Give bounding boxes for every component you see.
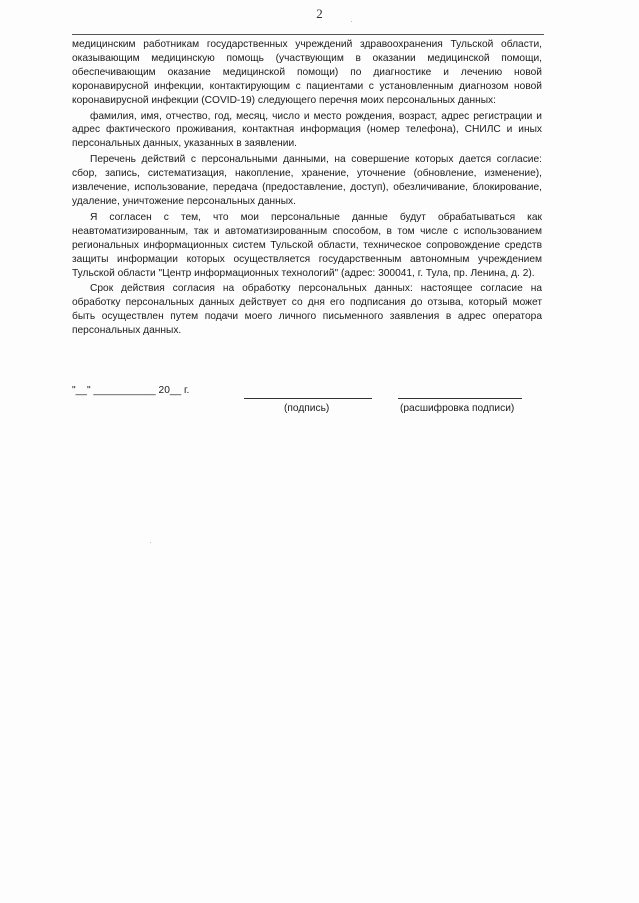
paragraph-actions: Перечень действий с персональными данными, на совершение которых дается согласие: сбор, запись, систематизация, накопление, хранение, уточнение (обновление, изменение), извлечение, использование, передача (предоставление, доступ), обезличивание, блокирование, удаление, уничтожение персональных данных. (72, 154, 542, 207)
page-number: 2 (316, 6, 323, 21)
decoding-line (398, 398, 522, 399)
signature-caption: (подпись) (284, 403, 330, 414)
paragraph-continuation: медицинским работникам государственных учреждений здравоохранения Тульской области, оказывающим медицинскую помощь (участвующим в оказании медицинской помощи, обеспечивающим оказание медицинской помощи) по диагностике и лечению новой коронавирусной инфекции, контактирующим с пациентами с установленным диагнозом новой коронавирусной инфекции (COVID-19) следующего перечня моих персональных данных: (72, 39, 542, 106)
paragraph-validity: Срок действия согласия на обработку персональных данных: настоящее согласие на обработку персональных данных действует со дня его подписания до отзыва, который может быть осуществлен путем подачи моего личного письменного заявления в адрес оператора персональных данных. (72, 283, 542, 337)
scan-speck (150, 542, 151, 543)
top-rule (72, 34, 544, 35)
paragraph-data-list: фамилия, имя, отчество, год, месяц, число и место рождения, возраст, адрес регистрации и адрес фактического проживания, контактная информация (номер телефона), СНИЛС и иных персональных данных, указанных в заявлении. (72, 110, 542, 150)
paragraph-processing-consent: Я согласен с тем, что мои персональные данные будут обрабатываться как неавтоматизированным, так и автоматизированным способом, в том числе с использованием региональных информационных систем Тульской области, техническое сопровождение средств защиты информации которых осуществляется государственным автономным учреждением Тульской области "Центр информационных технологий" (адрес: 300041, г. Тула, пр. Ленина, д. 2). (72, 211, 542, 279)
scan-speck (351, 21, 352, 22)
date-field: "__" ___________ 20__ г. (72, 385, 190, 396)
document-body (72, 38, 542, 340)
signature-block (72, 385, 542, 425)
decoding-caption: (расшифровка подписи) (400, 403, 515, 414)
signature-line (244, 398, 372, 399)
